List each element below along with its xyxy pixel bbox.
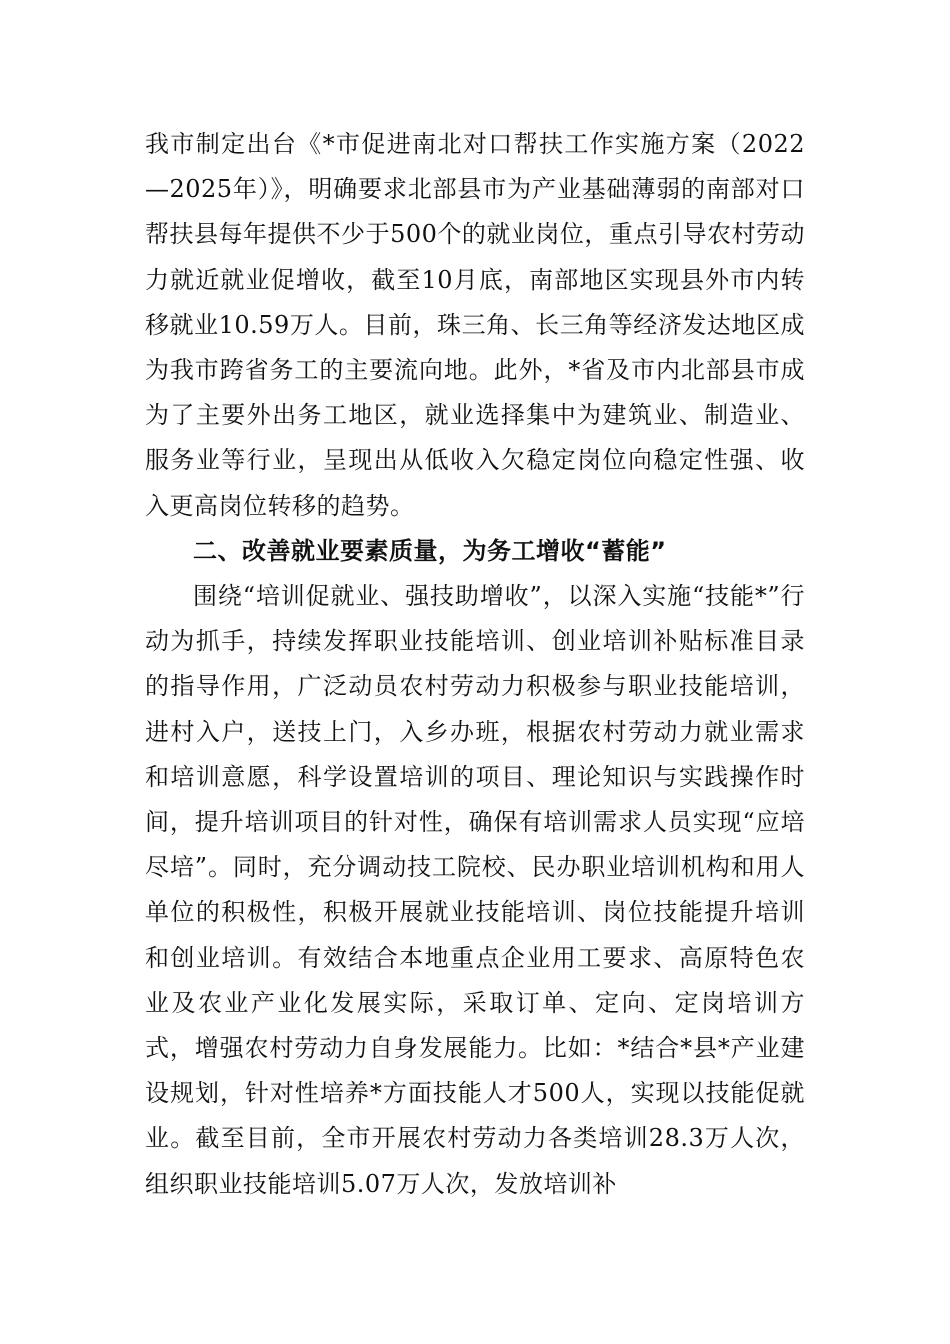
paragraph-training: 围绕“培训促就业、强技助增收”，以深入实施“技能*”行动为抓手，持续发挥职业技能培训、创业培训补贴标准目录的指导作用，广泛动员农村劳动力积极参与职业技能培训，进村入户，送技上门，入乡办班，根据农村劳动力就业需求和培训意愿，科学设置培训的项目、理论知识与实践操作时间，提升培训项目的针对性，确保有培训需求人员实现“应培尽培”。同时，充分调动技工院校、民办职业培训机构和用人单位的积极性，积极开展就业技能培训、岗位技能提升培训和创业培训。有效结合本地重点企业用工要求、高原特色农业及农业产业化发展实际，采取订单、定向、定岗培训方式，增强农村劳动力自身发展能力。比如：*结合*县*产业建设规划，针对性培养*方面技能人才500人，实现以技能促就业。截至目前，全市开展农村劳动力各类培训28.3万人次，组织职业技能培训5.07万人次，发放培训补 [145,582,805,1198]
paragraph-policy: 我市制定出台《*市促进南北对口帮扶工作实施方案（2022—2025年）》，明确要求北部县市为产业基础薄弱的南部对口帮扶县每年提供不少于500个的就业岗位，重点引导农村劳动力就近就业促增收，截至10月底，南部地区实现县外市内转移就业10.59万人。目前，珠三角、长三角等经济发达地区成为我市跨省务工的主要流向地。此外，*省及市内北部县市成为了主要外出务工地区，就业选择集中为建筑业、制造业、服务业等行业，呈现出从低收入欠稳定岗位向稳定性强、收入更高岗位转移的趋势。 [145,130,805,520]
document-body [145,122,805,1207]
section-heading-2: 二、改善就业要素质量，为务工增收“蓄能” [193,536,667,565]
